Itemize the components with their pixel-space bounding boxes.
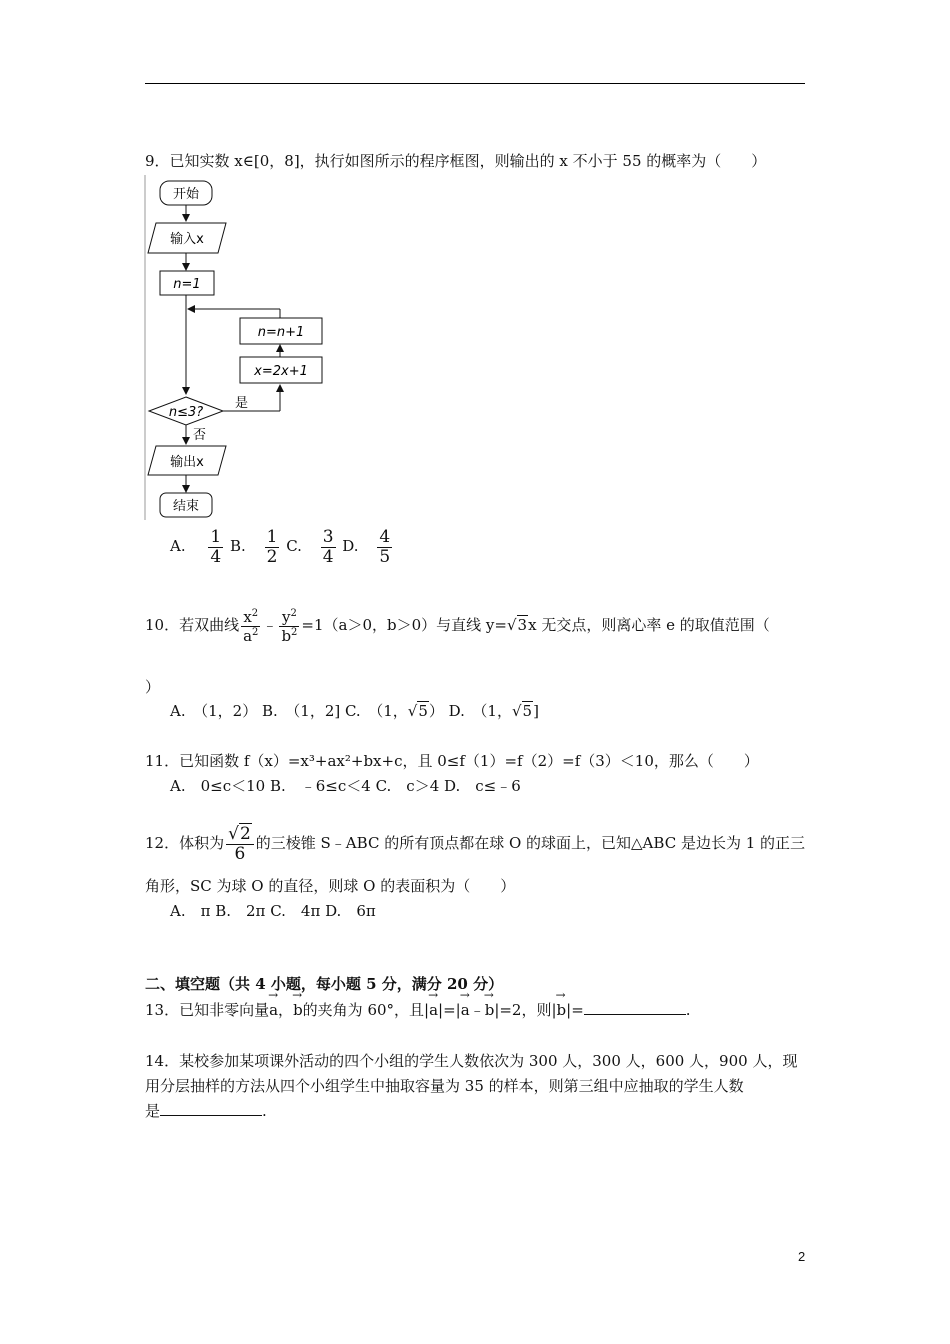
q12-fraction: $\frac{√2}{6}$ xyxy=(226,825,254,863)
q11-options: A. 0≤c＜10 B. ﹣6≤c＜4 C. c＞4 D. c≤﹣6 xyxy=(170,777,521,795)
flowchart-input-text: 输入x xyxy=(170,232,204,247)
flowchart-output-text: 输出x xyxy=(170,455,204,470)
q11-stem: 11．已知函数 f（x）=x³+ax²+bx+c，且 0≤f（1）=f（2）=f（3）＜10，那么（ ） xyxy=(145,752,759,770)
q13-stem: 13．已知非零向量→ a，→ b的夹角为 60°，且|→ a|=|→ a﹣→ b|=2，则|→ b|= . xyxy=(145,997,691,1020)
flowchart-end-text: 结束 xyxy=(172,499,200,514)
q9-stem: 9．已知实数 x∈[0，8]，执行如图所示的程序框图，则输出的 x 不小于 55 的概率为（ ） xyxy=(145,152,767,170)
header-rule xyxy=(145,83,805,84)
q10-options: A. （1，2） B. （1，2] C. （1，√5） D. （1，√5] xyxy=(170,702,539,720)
flowchart-condition-text: n≤3? xyxy=(168,405,204,420)
q9-option-b-label: B. xyxy=(230,537,246,556)
q9-option-d-fraction: $\frac{4}{5}$ xyxy=(379,527,391,567)
q9-option-c-label: C. xyxy=(286,537,302,556)
q10-frac-y: $\frac{y^2}{b^2}$ xyxy=(281,608,298,645)
q10-sqrt3: √3 xyxy=(506,616,528,634)
flowchart-update-n-text: n=n+1 xyxy=(257,325,305,340)
q9-option-c-fraction: $\frac{3}{4}$ xyxy=(322,527,334,567)
q14-answer-blank[interactable] xyxy=(160,1101,262,1116)
flowchart-update-x-text: x=2x+1 xyxy=(254,364,308,379)
q12-options: A. π B. 2π C. 4π D. 6π xyxy=(170,902,376,920)
q9-option-a-label: A. xyxy=(170,537,186,556)
q9-option-a-fraction: $\frac{1}{4}$ xyxy=(210,527,222,567)
q9-option-b-fraction: $\frac{1}{2}$ xyxy=(266,527,278,567)
q9-options xyxy=(170,528,394,566)
q10-frac-x: $\frac{x^2}{a^2}$ xyxy=(243,608,259,645)
flowchart-yes-label: 是 xyxy=(235,396,249,411)
q9-option-d-label: D. xyxy=(342,537,359,556)
q13-answer-blank[interactable] xyxy=(584,1000,686,1015)
q12-stem-line1: 12．体积为 $\frac{√2}{6}$ 的三棱锥 S﹣ABC 的所有顶点都在球 O 的球面上，已知△ABC 是边长为 1 的正三 xyxy=(145,824,806,864)
q10-stem: 10．若双曲线 $\frac{x^2}{a^2}$ ﹣ $\frac{y^2}{b^2}$ =1（a＞0，b＞0）与直线 y=√3x 无交点，则离心率 e 的取值范围（ xyxy=(145,608,770,645)
flowchart-no-label: 否 xyxy=(193,428,207,443)
flowchart-start-text: 开始 xyxy=(172,187,200,202)
q14-line1: 14．某校参加某项课外活动的四个小组的学生人数依次为 300 人，300 人，600 人，900 人，现 xyxy=(145,1052,798,1070)
q12-stem-line2: 角形，SC 为球 O 的直径，则球 O 的表面积为（ ） xyxy=(145,877,516,895)
flowchart xyxy=(143,175,343,520)
flowchart-init-text: n=1 xyxy=(173,277,201,292)
q10-close: ） xyxy=(145,678,161,696)
page-number: 2 xyxy=(798,1249,806,1264)
q14-line2: 用分层抽样的方法从四个小组学生中抽取容量为 35 的样本，则第三组中应抽取的学生人数 xyxy=(145,1077,744,1095)
q14-line3: 是 . xyxy=(145,1102,267,1120)
section2-heading: 二、填空题（共 4 小题，每小题 5 分，满分 20 分） xyxy=(145,975,504,993)
